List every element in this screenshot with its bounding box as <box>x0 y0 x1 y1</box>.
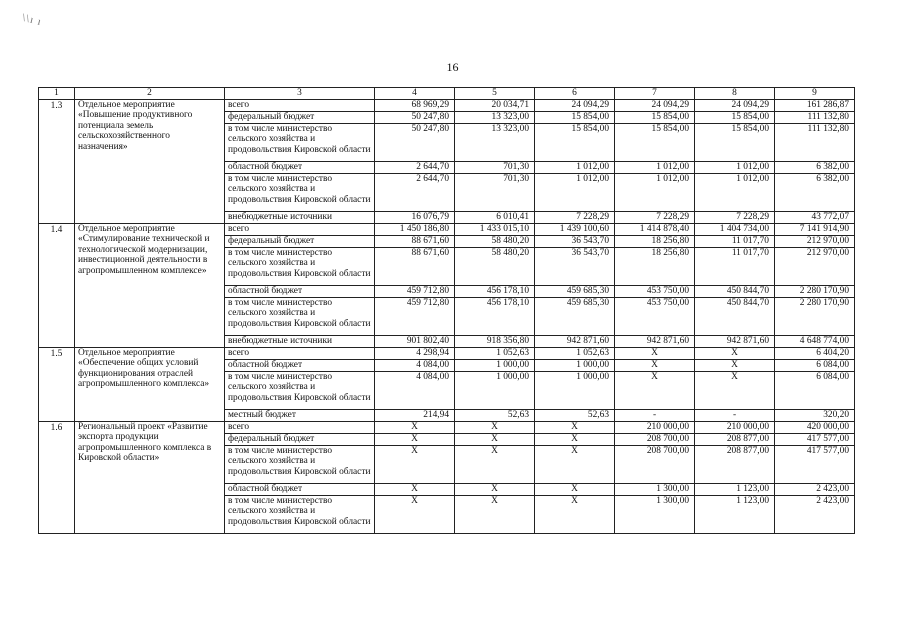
table-row <box>39 421 855 433</box>
value-cell: 36 543,70 <box>535 247 615 285</box>
value-cell: 88 671,60 <box>375 247 455 285</box>
header-cell: 8 <box>695 88 775 100</box>
value-cell: 942 871,60 <box>695 335 775 347</box>
value-cell: 459 685,30 <box>535 285 615 297</box>
value-cell: X <box>375 483 455 495</box>
value-cell: 2 423,00 <box>775 483 855 495</box>
value-cell: 453 750,00 <box>615 297 695 335</box>
funding-source: в том числе министерство сельского хозяйства и продовольствия Кировской области <box>225 123 375 161</box>
value-cell: 6 382,00 <box>775 173 855 211</box>
value-cell: 2 423,00 <box>775 495 855 533</box>
value-cell: 13 323,00 <box>455 123 535 161</box>
funding-source: местный бюджет <box>225 409 375 421</box>
value-cell: 7 228,29 <box>615 211 695 223</box>
funding-source: в том числе министерство сельского хозяйства и продовольствия Кировской области <box>225 445 375 483</box>
funding-source: в том числе министерство сельского хозяйства и продовольствия Кировской области <box>225 173 375 211</box>
value-cell: 4 298,94 <box>375 347 455 359</box>
item-number: 1.4 <box>39 223 75 347</box>
value-cell: 208 877,00 <box>695 445 775 483</box>
value-cell: 4 084,00 <box>375 359 455 371</box>
value-cell: 50 247,80 <box>375 123 455 161</box>
value-cell: 43 772,07 <box>775 211 855 223</box>
value-cell: 456 178,10 <box>455 285 535 297</box>
value-cell: 453 750,00 <box>615 285 695 297</box>
value-cell: 24 094,29 <box>695 99 775 111</box>
item-title: Региональный проект «Развитие экспорта продукции агропромышленного комплекса в Кировской области» <box>75 421 225 533</box>
value-cell: 52,63 <box>455 409 535 421</box>
page-number: 16 <box>446 60 459 74</box>
value-cell: 1 000,00 <box>455 359 535 371</box>
value-cell: 1 052,63 <box>535 347 615 359</box>
value-cell: 208 700,00 <box>615 445 695 483</box>
value-cell: X <box>695 359 775 371</box>
value-cell: 24 094,29 <box>615 99 695 111</box>
value-cell: 15 854,00 <box>535 123 615 161</box>
value-cell: 420 000,00 <box>775 421 855 433</box>
value-cell: 15 854,00 <box>535 111 615 123</box>
header-cell: 1 <box>39 88 75 100</box>
budget-table-container <box>38 87 854 534</box>
value-cell: 20 034,71 <box>455 99 535 111</box>
value-cell: 208 877,00 <box>695 433 775 445</box>
value-cell: X <box>375 495 455 533</box>
value-cell: X <box>375 433 455 445</box>
header-cell: 2 <box>75 88 225 100</box>
value-cell: 459 685,30 <box>535 297 615 335</box>
value-cell: 1 000,00 <box>535 359 615 371</box>
value-cell: 1 414 878,40 <box>615 223 695 235</box>
value-cell: 58 480,20 <box>455 235 535 247</box>
value-cell: 24 094,29 <box>535 99 615 111</box>
value-cell: 11 017,70 <box>695 235 775 247</box>
value-cell: 13 323,00 <box>455 111 535 123</box>
value-cell: 1 300,00 <box>615 483 695 495</box>
value-cell: 15 854,00 <box>695 111 775 123</box>
value-cell: 52,63 <box>535 409 615 421</box>
header-cell: 3 <box>225 88 375 100</box>
value-cell: 459 712,80 <box>375 297 455 335</box>
value-cell: 88 671,60 <box>375 235 455 247</box>
header-cell: 6 <box>535 88 615 100</box>
value-cell: 2 280 170,90 <box>775 297 855 335</box>
value-cell: 7 228,29 <box>695 211 775 223</box>
value-cell: X <box>375 445 455 483</box>
header-row <box>39 88 855 100</box>
value-cell: X <box>375 421 455 433</box>
header-cell: 4 <box>375 88 455 100</box>
value-cell: 15 854,00 <box>615 123 695 161</box>
value-cell: 1 012,00 <box>695 161 775 173</box>
value-cell: X <box>535 495 615 533</box>
value-cell: X <box>455 445 535 483</box>
header-cell: 7 <box>615 88 695 100</box>
funding-source: всего <box>225 99 375 111</box>
funding-source: всего <box>225 347 375 359</box>
value-cell: 918 356,80 <box>455 335 535 347</box>
header-cell: 9 <box>775 88 855 100</box>
value-cell: 208 700,00 <box>615 433 695 445</box>
value-cell: 450 844,70 <box>695 297 775 335</box>
value-cell: 1 012,00 <box>695 173 775 211</box>
value-cell: 15 854,00 <box>695 123 775 161</box>
value-cell: 2 644,70 <box>375 173 455 211</box>
value-cell: 6 084,00 <box>775 371 855 409</box>
item-number: 1.6 <box>39 421 75 533</box>
funding-source: внебюджетные источники <box>225 211 375 223</box>
value-cell: 7 141 914,90 <box>775 223 855 235</box>
value-cell: 1 012,00 <box>535 161 615 173</box>
value-cell: X <box>615 371 695 409</box>
item-title: Отдельное мероприятие «Повышение продуктивного потенциала земель сельскохозяйственного назначения» <box>75 99 225 223</box>
scan-mark: \\ı ı <box>20 11 44 29</box>
value-cell: 36 543,70 <box>535 235 615 247</box>
item-number: 1.3 <box>39 99 75 223</box>
value-cell: 1 404 734,00 <box>695 223 775 235</box>
table-row <box>39 347 855 359</box>
value-cell: 1 300,00 <box>615 495 695 533</box>
value-cell: 6 084,00 <box>775 359 855 371</box>
value-cell: 6 010,41 <box>455 211 535 223</box>
value-cell: 161 286,87 <box>775 99 855 111</box>
value-cell: - <box>695 409 775 421</box>
value-cell: 4 648 774,00 <box>775 335 855 347</box>
value-cell: 68 969,29 <box>375 99 455 111</box>
value-cell: 111 132,80 <box>775 111 855 123</box>
value-cell: 111 132,80 <box>775 123 855 161</box>
item-title: Отдельное мероприятие «Обеспечение общих условий функционирования отраслей агропромышленного комплекса» <box>75 347 225 421</box>
value-cell: X <box>535 421 615 433</box>
funding-source: федеральный бюджет <box>225 235 375 247</box>
value-cell: 1 000,00 <box>455 371 535 409</box>
value-cell: X <box>615 347 695 359</box>
value-cell: - <box>615 409 695 421</box>
table-row <box>39 99 855 111</box>
value-cell: 2 644,70 <box>375 161 455 173</box>
table-body <box>39 99 855 533</box>
value-cell: 212 970,00 <box>775 235 855 247</box>
value-cell: 210 000,00 <box>615 421 695 433</box>
value-cell: 6 404,20 <box>775 347 855 359</box>
value-cell: 1 012,00 <box>535 173 615 211</box>
funding-source: всего <box>225 223 375 235</box>
value-cell: X <box>455 483 535 495</box>
value-cell: 456 178,10 <box>455 297 535 335</box>
funding-source: внебюджетные источники <box>225 335 375 347</box>
funding-source: федеральный бюджет <box>225 433 375 445</box>
value-cell: 4 084,00 <box>375 371 455 409</box>
value-cell: 2 280 170,90 <box>775 285 855 297</box>
value-cell: 1 052,63 <box>455 347 535 359</box>
budget-table <box>38 87 855 534</box>
value-cell: X <box>695 347 775 359</box>
funding-source: в том числе министерство сельского хозяйства и продовольствия Кировской области <box>225 247 375 285</box>
value-cell: 18 256,80 <box>615 235 695 247</box>
value-cell: 1 123,00 <box>695 495 775 533</box>
value-cell: X <box>455 495 535 533</box>
value-cell: X <box>455 433 535 445</box>
funding-source: в том числе министерство сельского хозяйства и продовольствия Кировской области <box>225 495 375 533</box>
value-cell: 6 382,00 <box>775 161 855 173</box>
value-cell: 450 844,70 <box>695 285 775 297</box>
value-cell: 50 247,80 <box>375 111 455 123</box>
value-cell: X <box>695 371 775 409</box>
value-cell: 701,30 <box>455 161 535 173</box>
value-cell: 417 577,00 <box>775 433 855 445</box>
value-cell: X <box>535 483 615 495</box>
value-cell: 1 012,00 <box>615 161 695 173</box>
value-cell: 15 854,00 <box>615 111 695 123</box>
table-row <box>39 223 855 235</box>
funding-source: федеральный бюджет <box>225 111 375 123</box>
value-cell: 701,30 <box>455 173 535 211</box>
item-number: 1.5 <box>39 347 75 421</box>
funding-source: всего <box>225 421 375 433</box>
value-cell: 320,20 <box>775 409 855 421</box>
value-cell: 212 970,00 <box>775 247 855 285</box>
value-cell: 942 871,60 <box>615 335 695 347</box>
value-cell: X <box>535 433 615 445</box>
value-cell: 16 076,79 <box>375 211 455 223</box>
value-cell: X <box>535 445 615 483</box>
value-cell: 901 802,40 <box>375 335 455 347</box>
value-cell: 1 433 015,10 <box>455 223 535 235</box>
value-cell: 210 000,00 <box>695 421 775 433</box>
funding-source: областной бюджет <box>225 483 375 495</box>
value-cell: 1 123,00 <box>695 483 775 495</box>
value-cell: 942 871,60 <box>535 335 615 347</box>
value-cell: 11 017,70 <box>695 247 775 285</box>
value-cell: X <box>615 359 695 371</box>
value-cell: 1 439 100,60 <box>535 223 615 235</box>
funding-source: в том числе министерство сельского хозяйства и продовольствия Кировской области <box>225 371 375 409</box>
funding-source: областной бюджет <box>225 161 375 173</box>
value-cell: 18 256,80 <box>615 247 695 285</box>
funding-source: в том числе министерство сельского хозяйства и продовольствия Кировской области <box>225 297 375 335</box>
funding-source: областной бюджет <box>225 359 375 371</box>
value-cell: 58 480,20 <box>455 247 535 285</box>
value-cell: 1 000,00 <box>535 371 615 409</box>
header-cell: 5 <box>455 88 535 100</box>
item-title: Отдельное мероприятие «Стимулирование технической и технологической модернизации, инвестиционной деятельности в агропромышленном комплексе» <box>75 223 225 347</box>
value-cell: 214,94 <box>375 409 455 421</box>
value-cell: 7 228,29 <box>535 211 615 223</box>
funding-source: областной бюджет <box>225 285 375 297</box>
value-cell: 1 450 186,80 <box>375 223 455 235</box>
value-cell: X <box>455 421 535 433</box>
value-cell: 459 712,80 <box>375 285 455 297</box>
value-cell: 1 012,00 <box>615 173 695 211</box>
value-cell: 417 577,00 <box>775 445 855 483</box>
